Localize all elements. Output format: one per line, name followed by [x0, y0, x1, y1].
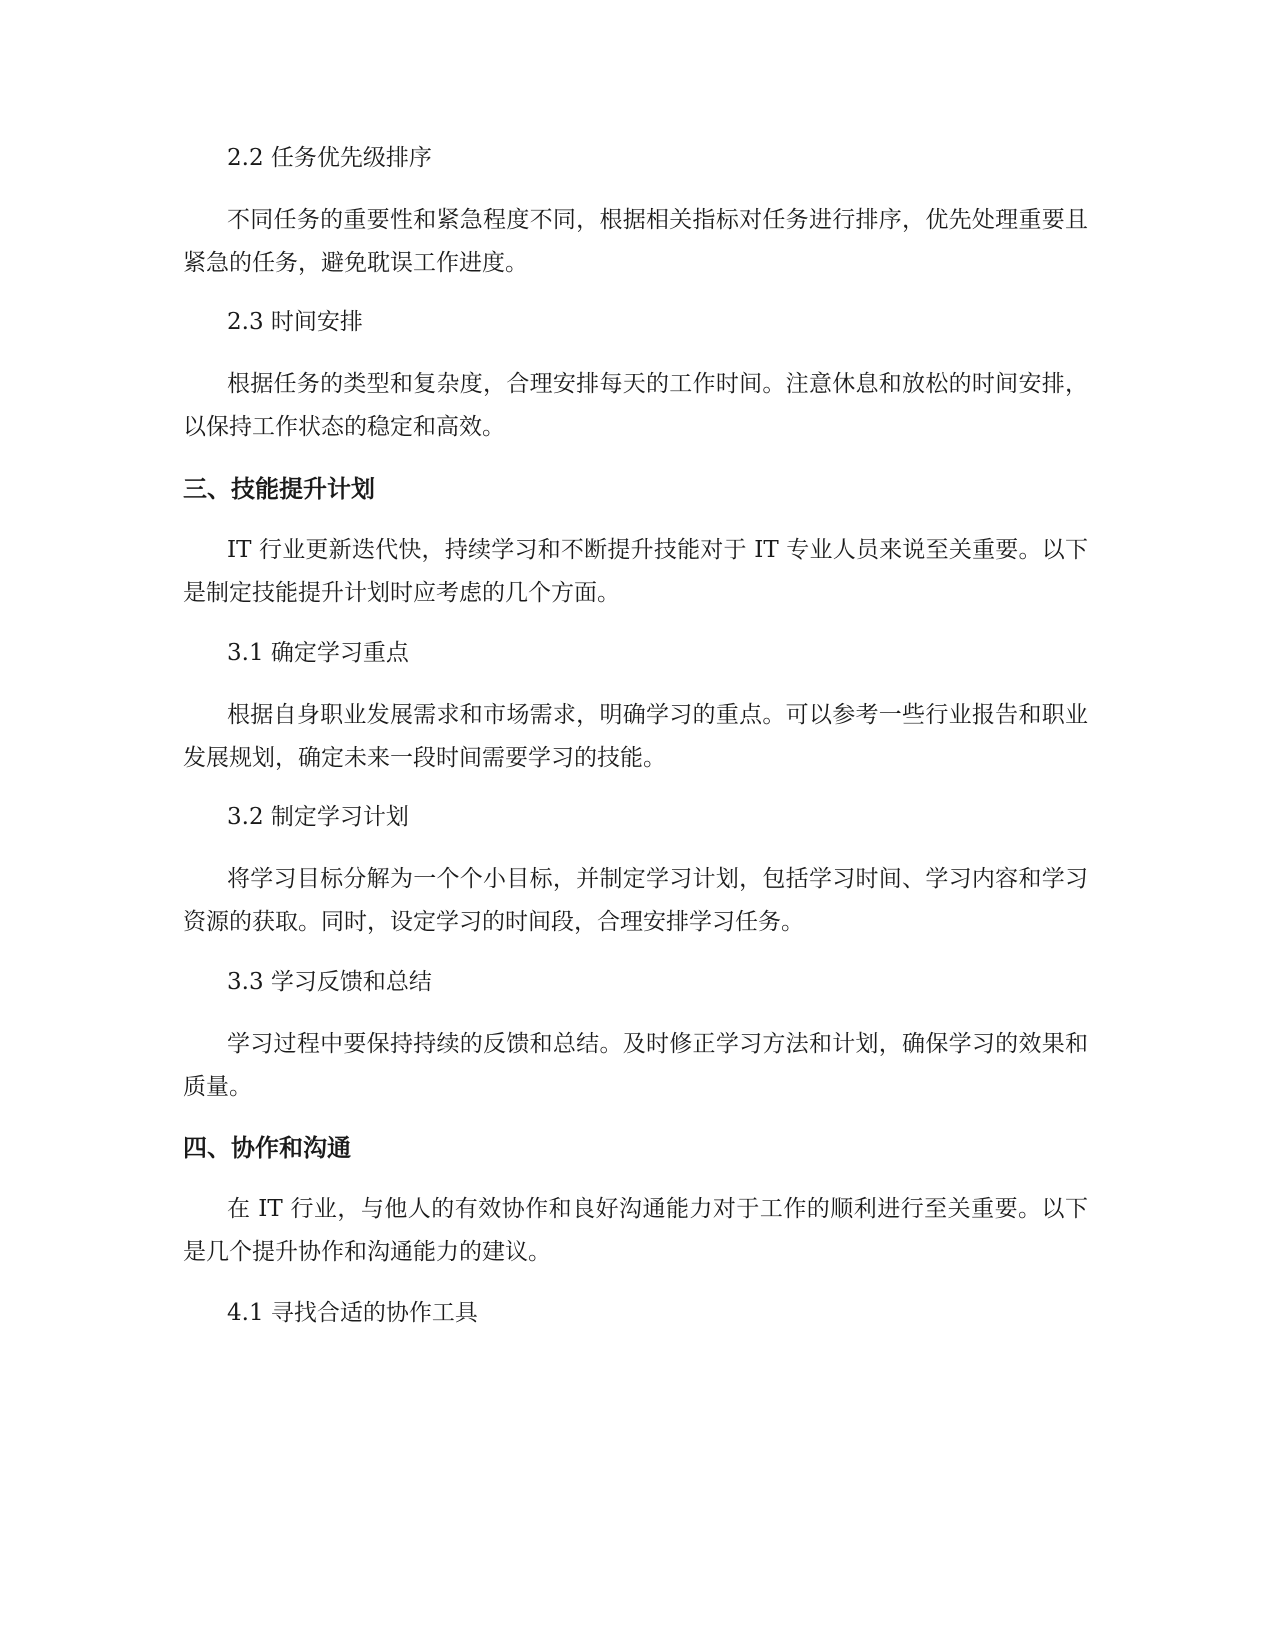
subheading-2-3: 2.3 时间安排: [227, 309, 363, 335]
paragraph: 不同任务的重要性和紧急程度不同，根据相关指标对任务进行排序，优先处理重要且紧急的任务，避免耽误工作进度。: [183, 207, 1088, 276]
paragraph: 将学习目标分解为一个个小目标，并制定学习计划，包括学习时间、学习内容和学习资源的获取。同时，设定学习的时间段，合理安排学习任务。: [183, 866, 1088, 935]
paragraph: 在 IT 行业，与他人的有效协作和良好沟通能力对于工作的顺利进行至关重要。以下是几个提升协作和沟通能力的建议。: [183, 1196, 1088, 1265]
paragraph: IT 行业更新迭代快，持续学习和不断提升技能对于 IT 专业人员来说至关重要。以下是制定技能提升计划时应考虑的几个方面。: [183, 537, 1088, 606]
subheading-3-3: 3.3 学习反馈和总结: [227, 969, 432, 995]
subheading-3-1: 3.1 确定学习重点: [227, 640, 409, 666]
subheading-4-1: 4.1 寻找合适的协作工具: [227, 1300, 478, 1326]
paragraph: 根据任务的类型和复杂度，合理安排每天的工作时间。注意休息和放松的时间安排，以保持工作状态的稳定和高效。: [183, 371, 1088, 440]
section-heading-3: 三、技能提升计划: [183, 475, 375, 503]
paragraph: 学习过程中要保持持续的反馈和总结。及时修正学习方法和计划，确保学习的效果和质量。: [183, 1031, 1088, 1100]
subheading-2-2: 2.2 任务优先级排序: [227, 145, 432, 171]
section-heading-4: 四、协作和沟通: [183, 1134, 351, 1162]
paragraph: 根据自身职业发展需求和市场需求，明确学习的重点。可以参考一些行业报告和职业发展规划，确定未来一段时间需要学习的技能。: [183, 702, 1088, 771]
subheading-3-2: 3.2 制定学习计划: [227, 804, 409, 830]
